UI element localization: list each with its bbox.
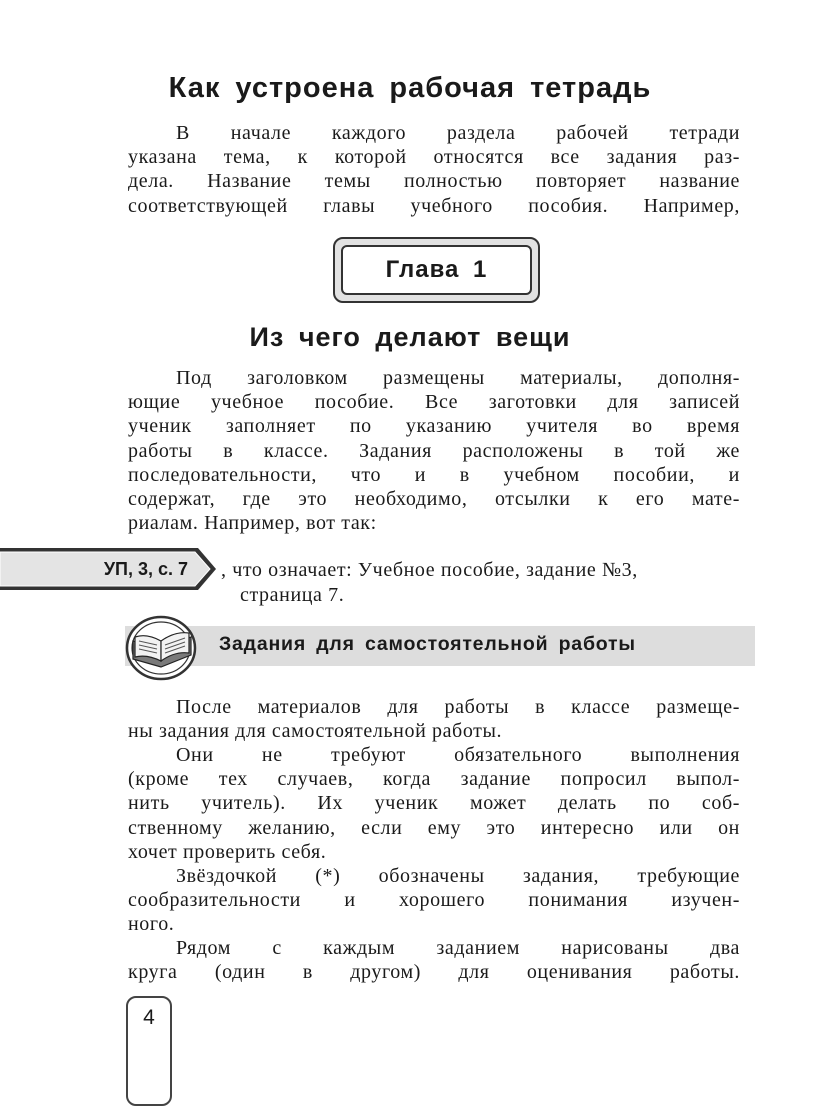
intro-line: указана тема, к которой относятся все задания раз- bbox=[128, 146, 740, 169]
paragraph-line: круга (один в другом) для оценивания работы. bbox=[128, 961, 740, 984]
paragraph-line: ственному желанию, если ему это интересно или он bbox=[128, 816, 740, 839]
intro-paragraph bbox=[128, 121, 740, 218]
description-line: риалам. Например, вот так: bbox=[128, 512, 377, 535]
paragraph-line: После материалов для работы в классе размеще- bbox=[176, 696, 740, 718]
chapter-label: Глава 1 bbox=[341, 245, 532, 295]
paragraph-line: Звёздочкой (*) обозначены задания, требующие bbox=[176, 865, 740, 887]
page-title: Как устроена рабочая тетрадь bbox=[168, 72, 652, 104]
chapter-box bbox=[333, 237, 540, 303]
intro-line: соответствующей главы учебного пособия. Например, bbox=[128, 194, 740, 217]
reference-tag-label: УП, 3, с. 7 bbox=[103, 558, 188, 579]
paragraph-line: сообразительности и хорошего понимания изучен- bbox=[128, 889, 740, 912]
paragraph-line: хочет проверить себя. bbox=[128, 840, 327, 863]
star-tasks-paragraph bbox=[128, 864, 740, 937]
reference-text-line: , что означает: Учебное пособие, задание №3, bbox=[221, 559, 638, 581]
reference-explanation bbox=[221, 558, 638, 608]
reference-text-line: страница 7. bbox=[240, 584, 345, 606]
paragraph-line: Они не требуют обязательного выполнения bbox=[176, 744, 740, 766]
description-line: содержат, где это необходимо, отсылки к его мате- bbox=[128, 488, 740, 511]
paragraph-line: ны задания для самостоятельной работы. bbox=[128, 720, 503, 743]
after-class-paragraph bbox=[128, 695, 740, 743]
description-line: ющие учебное пособие. Все заготовки для записей bbox=[128, 391, 740, 414]
description-line: ученик заполняет по указанию учителя во время bbox=[128, 415, 740, 438]
description-paragraph bbox=[128, 366, 740, 535]
page-number: 4 bbox=[143, 1006, 155, 1029]
circles-paragraph bbox=[128, 936, 740, 984]
chapter-title: Из чего делают вещи bbox=[249, 322, 571, 352]
description-line: Под заголовком размещены материалы, дополня- bbox=[176, 367, 740, 389]
paragraph-line: ного. bbox=[128, 913, 175, 936]
intro-line: дела. Название темы полностью повторяет название bbox=[128, 170, 740, 193]
open-book-icon bbox=[123, 611, 205, 681]
optional-tasks-paragraph bbox=[128, 743, 740, 864]
paragraph-line: нить учитель). Их ученик может делать по соб- bbox=[128, 792, 740, 815]
section-title: Задания для самостоятельной работы bbox=[219, 633, 636, 655]
paragraph-line: (кроме тех случаев, когда задание попросил выпол- bbox=[128, 768, 740, 791]
description-line: работы в классе. Задания расположены в той же bbox=[128, 439, 740, 462]
intro-line: В начале каждого раздела рабочей тетради bbox=[176, 122, 740, 144]
description-line: последовательности, что и в учебном пособии, и bbox=[128, 463, 740, 486]
paragraph-line: Рядом с каждым заданием нарисованы два bbox=[176, 937, 740, 959]
